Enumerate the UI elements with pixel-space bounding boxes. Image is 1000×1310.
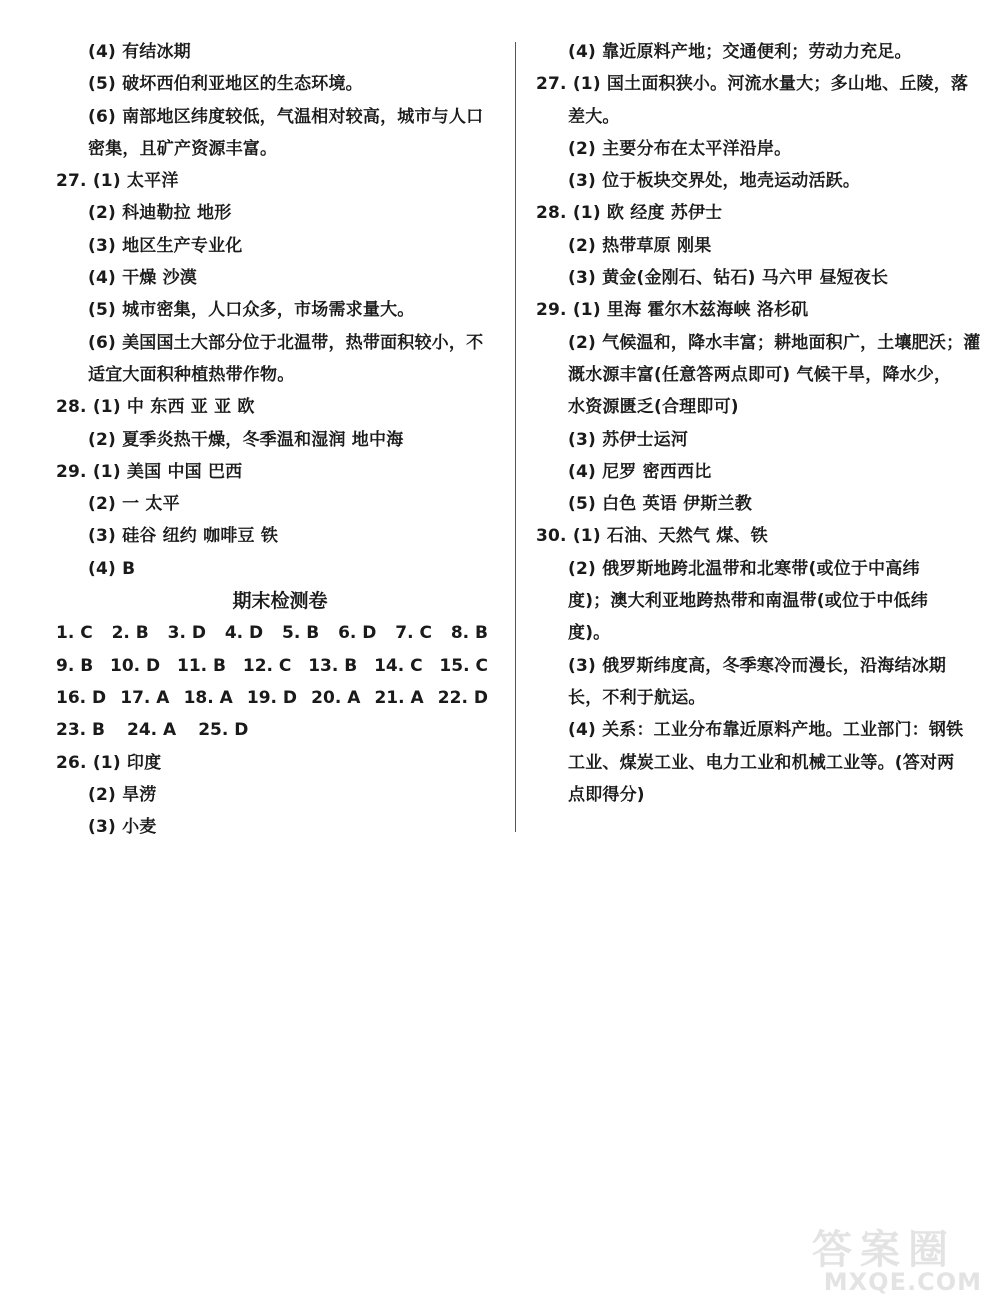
multiple-choice-answer: 15. C [439,655,488,676]
answer-line: 27. (1) 国土面积狭小。河流水量大；多山地、丘陵，落 [536,74,969,95]
multiple-choice-answer: 24. A [127,720,177,741]
right-column [536,36,981,811]
answer-line: 长，不利于航运。 [568,687,706,708]
answer-line: (4) B [88,558,136,579]
answer-line: 差大。 [568,106,620,127]
multiple-choice-row [56,650,488,682]
answer-line: 度)。 [568,623,611,644]
answer-line: 27. (1) 太平洋 [56,171,179,192]
answer-line: 密集，且矿产资源丰富。 [88,138,278,159]
exam-section-title: 期末检测卷 [232,590,328,613]
watermark-glyph: 答 [812,1227,852,1273]
answer-line: (4) 有结冰期 [88,42,191,62]
watermark [812,1218,982,1296]
multiple-choice-answer: 10. D [110,655,161,676]
multiple-choice-answer: 13. B [308,655,358,676]
answer-line: 溉水源丰富(任意答两点即可) 气候干旱，降水少， [568,364,952,385]
multiple-choice-answer: 7. C [395,623,432,644]
multiple-choice-answer: 1. C [56,623,93,644]
answer-line: (2) 一 太平 [88,494,180,515]
answer-line: (5) 城市密集，人口众多，市场需求量大。 [88,300,415,321]
multiple-choice-row [56,714,488,746]
answer-line: (4) 干燥 沙漠 [88,268,198,289]
answer-line: (3) 地区生产专业化 [88,235,243,256]
answer-line: (2) 科迪勒拉 地形 [88,203,232,224]
answer-line: (2) 主要分布在太平洋沿岸。 [568,138,792,159]
multiple-choice-answer: 25. D [198,720,249,741]
multiple-choice-answer: 3. D [167,623,206,644]
multiple-choice-answer: 2. B [111,623,149,644]
answer-line: (3) 小麦 [88,817,157,838]
watermark-url: MXQE.COM [823,1268,982,1296]
answer-line: 30. (1) 石油、天然气 煤、铁 [536,526,768,547]
multiple-choice-answer: 12. C [242,655,292,676]
answer-line: (5) 白色 英语 伊斯兰教 [568,494,752,515]
multiple-choice-answer: 20. A [311,687,361,708]
multiple-choice-row [56,682,488,714]
answer-line: (2) 夏季炎热干燥，冬季温和湿润 地中海 [88,429,404,450]
answer-line: 度)；澳大利亚地跨热带和南温带(或位于中低纬 [568,591,928,612]
answer-line: (3) 硅谷 纽约 咖啡豆 铁 [88,526,279,547]
multiple-choice-answer: 9. B [56,655,94,676]
answer-line: (4) 关系：工业分布靠近原料产地。工业部门：钢铁 [568,720,964,741]
multiple-choice-answer: 8. B [450,623,488,644]
answer-line: 适宜大面积种植热带作物。 [88,364,295,385]
answer-line: (3) 位于板块交界处，地壳运动活跃。 [568,171,861,192]
answer-line: (5) 破坏西伯利亚地区的生态环境。 [88,74,363,95]
multiple-choice-answer: 6. D [338,623,377,644]
watermark-glyph: 圈 [908,1227,948,1273]
answer-line: 点即得分) [568,784,645,805]
answer-line: (3) 苏伊士运河 [568,429,689,450]
multiple-choice-answer: 22. D [437,687,488,708]
answer-line: 水资源匮乏(合理即可) [568,397,739,418]
answer-line: (6) 美国国土大部分位于北温带，热带面积较小，不 [88,332,484,353]
answer-line: 29. (1) 美国 中国 巴西 [56,461,243,482]
multiple-choice-answer: 11. B [177,655,227,676]
answer-line: 26. (1) 印度 [56,752,162,773]
answer-line: (2) 热带草原 刚果 [568,235,712,256]
answer-line: (3) 俄罗斯纬度高，冬季寒冷而漫长，沿海结冰期 [568,655,947,676]
answer-line: 工业、煤炭工业、电力工业和机械工业等。(答对两 [568,752,955,773]
multiple-choice-answer: 4. D [224,623,264,644]
multiple-choice-answer: 23. B [56,720,105,741]
left-column [56,36,504,843]
multiple-choice-answer: 21. A [374,687,424,708]
answer-line: (2) 俄罗斯地跨北温带和北寒带(或位于中高纬 [568,558,920,579]
answer-line: 29. (1) 里海 霍尔木兹海峡 洛杉矶 [536,300,809,321]
multiple-choice-answer: 14. C [374,655,423,676]
answer-line: (2) 气候温和，降水丰富；耕地面积广，土壤肥沃；灌 [568,332,981,353]
watermark-glyph: 案 [860,1227,900,1273]
answer-line: 28. (1) 欧 经度 苏伊士 [536,203,723,224]
multiple-choice-answer: 18. A [183,687,233,708]
answer-line: (2) 旱涝 [88,784,157,805]
answer-line: (3) 黄金(金刚石、钻石) 马六甲 昼短夜长 [568,268,889,289]
multiple-choice-answer: 17. A [120,687,170,708]
answer-line: (4) 尼罗 密西西比 [568,461,712,482]
multiple-choice-answer: 19. D [246,687,298,708]
multiple-choice-answer: 5. B [282,623,320,644]
answer-line: (4) 靠近原料产地；交通便利；劳动力充足。 [568,42,912,62]
answer-line: 28. (1) 中 东西 亚 亚 欧 [56,397,255,418]
answer-line: (6) 南部地区纬度较低，气温相对较高，城市与人口 [88,106,484,127]
multiple-choice-answer: 16. D [56,687,107,708]
multiple-choice-row [56,617,488,649]
column-divider [515,42,516,832]
